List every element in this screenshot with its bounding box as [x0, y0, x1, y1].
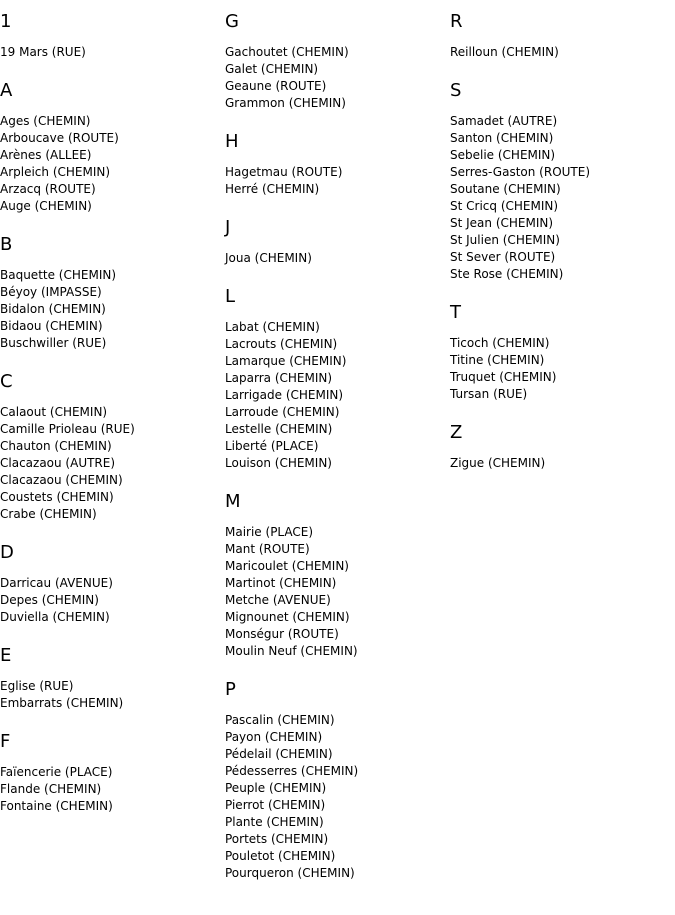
street-entry: Herré (CHEMIN): [225, 182, 320, 196]
street-list: [0, 44, 220, 61]
street-entry: Clacazaou (CHEMIN): [0, 473, 123, 487]
street-column-3: [450, 10, 670, 490]
letter-section: [225, 678, 445, 882]
street-entry: Buschwiller (RUE): [0, 336, 107, 350]
street-entry: Galet (CHEMIN): [225, 62, 319, 76]
street-list: [225, 319, 445, 472]
street-entry: Larroude (CHEMIN): [225, 405, 340, 419]
street-list: [0, 575, 220, 626]
street-list: [225, 44, 445, 112]
letter-heading: 1: [0, 11, 12, 32]
street-entry: Monségur (ROUTE): [225, 627, 339, 641]
letter-heading: Z: [450, 422, 463, 443]
letter-heading: B: [0, 234, 13, 255]
street-entry: Sebelie (CHEMIN): [450, 148, 556, 162]
letter-section: [225, 490, 445, 660]
letter-section: [450, 421, 670, 472]
letter-heading: F: [0, 731, 11, 752]
street-list: [450, 44, 670, 61]
street-entry: Reilloun (CHEMIN): [450, 45, 559, 59]
street-entry: Mairie (PLACE): [225, 525, 314, 539]
street-entry: Chauton (CHEMIN): [0, 439, 112, 453]
letter-section: [225, 285, 445, 472]
letter-section: [0, 79, 220, 215]
street-entry: Baquette (CHEMIN): [0, 268, 117, 282]
letter-section: [0, 10, 220, 61]
street-entry: Joua (CHEMIN): [225, 251, 312, 265]
street-entry: Fontaine (CHEMIN): [0, 799, 113, 813]
street-entry: Clacazaou (AUTRE): [0, 456, 116, 470]
street-list: [225, 712, 445, 882]
letter-heading: S: [450, 80, 462, 101]
street-entry: Calaout (CHEMIN): [0, 405, 108, 419]
letter-heading: H: [225, 131, 239, 152]
street-entry: Coustets (CHEMIN): [0, 490, 114, 504]
letter-section: [0, 644, 220, 712]
street-entry: Lamarque (CHEMIN): [225, 354, 347, 368]
street-list: [0, 764, 220, 815]
street-entry: Crabe (CHEMIN): [0, 507, 97, 521]
street-entry: Martinot (CHEMIN): [225, 576, 337, 590]
street-entry: Pascalin (CHEMIN): [225, 713, 335, 727]
letter-heading: G: [225, 11, 239, 32]
street-entry: Pouletot (CHEMIN): [225, 849, 336, 863]
street-entry: Serres-Gaston (ROUTE): [450, 165, 591, 179]
street-entry: Depes (CHEMIN): [0, 593, 99, 607]
street-entry: Mant (ROUTE): [225, 542, 310, 556]
street-entry: Duviella (CHEMIN): [0, 610, 110, 624]
letter-section: [225, 130, 445, 198]
street-column-2: [225, 10, 445, 900]
street-entry: Titine (CHEMIN): [450, 353, 545, 367]
street-list: [225, 524, 445, 660]
street-entry: Pédesserres (CHEMIN): [225, 764, 359, 778]
letter-heading: C: [0, 371, 13, 392]
street-list: [225, 164, 445, 198]
letter-section: [0, 730, 220, 815]
street-entry: Arboucave (ROUTE): [0, 131, 119, 145]
street-entry: Moulin Neuf (CHEMIN): [225, 644, 358, 658]
street-entry: Eglise (RUE): [0, 679, 74, 693]
street-entry: Arènes (ALLEE): [0, 148, 92, 162]
street-entry: Arpleich (CHEMIN): [0, 165, 111, 179]
street-entry: Peuple (CHEMIN): [225, 781, 327, 795]
street-entry: Louison (CHEMIN): [225, 456, 332, 470]
letter-heading: T: [450, 302, 461, 323]
street-entry: Bidaou (CHEMIN): [0, 319, 103, 333]
street-entry: Pourqueron (CHEMIN): [225, 866, 355, 880]
letter-heading: R: [450, 11, 463, 32]
street-entry: Pédelail (CHEMIN): [225, 747, 333, 761]
street-entry: St Sever (ROUTE): [450, 250, 556, 264]
street-entry: 19 Mars (RUE): [0, 45, 86, 59]
letter-section: [450, 10, 670, 61]
street-list: [225, 250, 445, 267]
street-entry: Liberté (PLACE): [225, 439, 319, 453]
street-entry: Lestelle (CHEMIN): [225, 422, 333, 436]
street-entry: Faïencerie (PLACE): [0, 765, 113, 779]
street-entry: Larrigade (CHEMIN): [225, 388, 344, 402]
street-entry: Soutane (CHEMIN): [450, 182, 561, 196]
street-entry: Maricoulet (CHEMIN): [225, 559, 349, 573]
street-entry: Arzacq (ROUTE): [0, 182, 96, 196]
street-entry: Gachoutet (CHEMIN): [225, 45, 349, 59]
letter-heading: L: [225, 286, 236, 307]
street-entry: Plante (CHEMIN): [225, 815, 324, 829]
letter-heading: P: [225, 679, 236, 700]
street-entry: Portets (CHEMIN): [225, 832, 329, 846]
street-list: [0, 404, 220, 523]
letter-section: [225, 10, 445, 112]
street-entry: Laparra (CHEMIN): [225, 371, 333, 385]
letter-section: [225, 216, 445, 267]
street-list: [450, 335, 670, 403]
street-list: [450, 113, 670, 283]
street-entry: Mignounet (CHEMIN): [225, 610, 350, 624]
letter-heading: J: [225, 217, 231, 238]
street-list: [450, 455, 670, 472]
street-entry: Auge (CHEMIN): [0, 199, 92, 213]
letter-section: [450, 301, 670, 403]
letter-section: [0, 370, 220, 523]
street-entry: Tursan (RUE): [450, 387, 528, 401]
letter-section: [450, 79, 670, 283]
street-entry: Ste Rose (CHEMIN): [450, 267, 564, 281]
street-entry: Lacrouts (CHEMIN): [225, 337, 338, 351]
street-entry: Hagetmau (ROUTE): [225, 165, 343, 179]
letter-section: [0, 233, 220, 352]
street-entry: Samadet (AUTRE): [450, 114, 558, 128]
street-entry: Truquet (CHEMIN): [450, 370, 557, 384]
street-list: [0, 113, 220, 215]
street-list: [0, 267, 220, 352]
street-entry: St Cricq (CHEMIN): [450, 199, 559, 213]
letter-heading: D: [0, 542, 14, 563]
letter-section: [0, 541, 220, 626]
street-entry: Camille Prioleau (RUE): [0, 422, 135, 436]
street-entry: Grammon (CHEMIN): [225, 96, 346, 110]
street-list: [0, 678, 220, 712]
street-entry: Metche (AVENUE): [225, 593, 331, 607]
street-entry: Santon (CHEMIN): [450, 131, 554, 145]
street-entry: St Julien (CHEMIN): [450, 233, 560, 247]
street-entry: Embarrats (CHEMIN): [0, 696, 124, 710]
street-entry: Payon (CHEMIN): [225, 730, 323, 744]
street-entry: Ticoch (CHEMIN): [450, 336, 550, 350]
letter-heading: A: [0, 80, 13, 101]
street-entry: Geaune (ROUTE): [225, 79, 327, 93]
street-entry: Pierrot (CHEMIN): [225, 798, 326, 812]
letter-heading: M: [225, 491, 241, 512]
street-entry: Darricau (AVENUE): [0, 576, 113, 590]
street-entry: Bidalon (CHEMIN): [0, 302, 106, 316]
street-column-1: [0, 10, 220, 833]
street-entry: Béyoy (IMPASSE): [0, 285, 102, 299]
street-entry: Flande (CHEMIN): [0, 782, 102, 796]
street-entry: St Jean (CHEMIN): [450, 216, 554, 230]
street-entry: Zigue (CHEMIN): [450, 456, 546, 470]
street-entry: Ages (CHEMIN): [0, 114, 91, 128]
street-entry: Labat (CHEMIN): [225, 320, 320, 334]
letter-heading: E: [0, 645, 12, 666]
